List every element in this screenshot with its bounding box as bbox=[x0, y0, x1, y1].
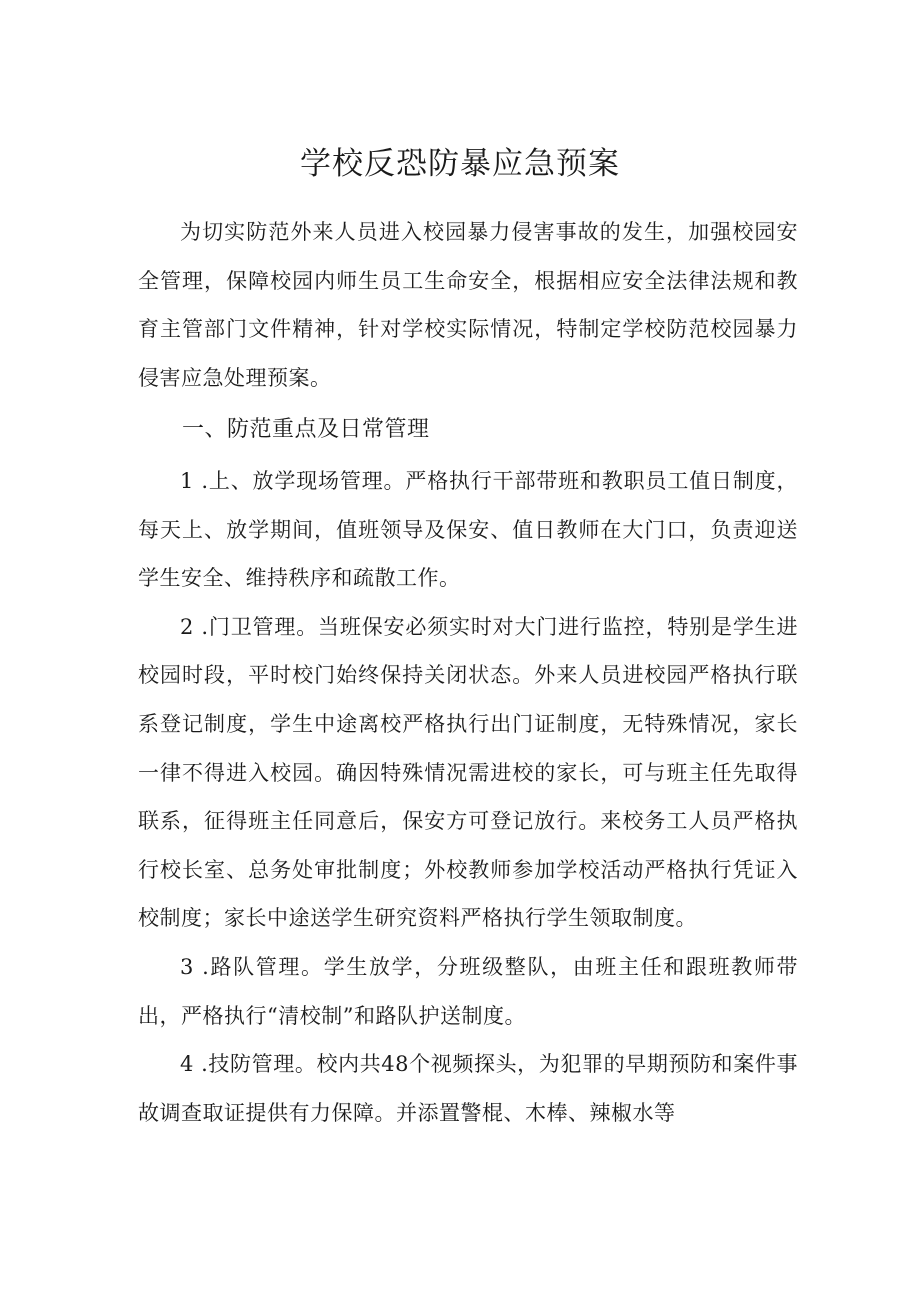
item-paragraph: 1 .上、放学现场管理。严格执行干部带班和教职员工值日制度，每天上、放学期间，值班领导及保安、值日教师在大门口，负责迎送学生安全、维持秩序和疏散工作。 bbox=[138, 468, 798, 591]
section-heading: 一、防范重点及日常管理 bbox=[182, 417, 430, 443]
document-title: 学校反恐防暴应急预案 bbox=[300, 146, 620, 182]
item-paragraph: 4 .技防管理。校内共48个视频探头，为犯罪的早期预防和案件事故调查取证提供有力保障。并添置警棍、木棒、辣椒水等 bbox=[138, 1052, 798, 1125]
item-paragraph: 2 .门卫管理。当班保安必须实时对大门进行监控，特别是学生进校园时段，平时校门始终保持关闭状态。外来人员进校园严格执行联系登记制度，学生中途离校严格执行出门证制度，无特殊情况，家长一律不得进入校园。确因特殊情况需进校的家长，可与班主任先取得联系，征得班主任同意后，保安方可登记放行。来校务工人员严格执行校长室、总务处审批制度；外校教师参加学校活动严格执行凭证入校制度；家长中途送学生研究资料严格执行学生领取制度。 bbox=[138, 614, 798, 931]
document-body bbox=[138, 208, 798, 1137]
intro-paragraph: 为切实防范外来人员进入校园暴力侵害事故的发生，加强校园安全管理，保障校园内师生员工生命安全，根据相应安全法律法规和教育主管部门文件精神，针对学校实际情况，特制定学校防范校园暴力侵害应急处理预案。 bbox=[138, 220, 798, 390]
item-paragraph: 3 .路队管理。学生放学，分班级整队，由班主任和跟班教师带出，严格执行“清校制”和路队护送制度。 bbox=[138, 954, 798, 1028]
